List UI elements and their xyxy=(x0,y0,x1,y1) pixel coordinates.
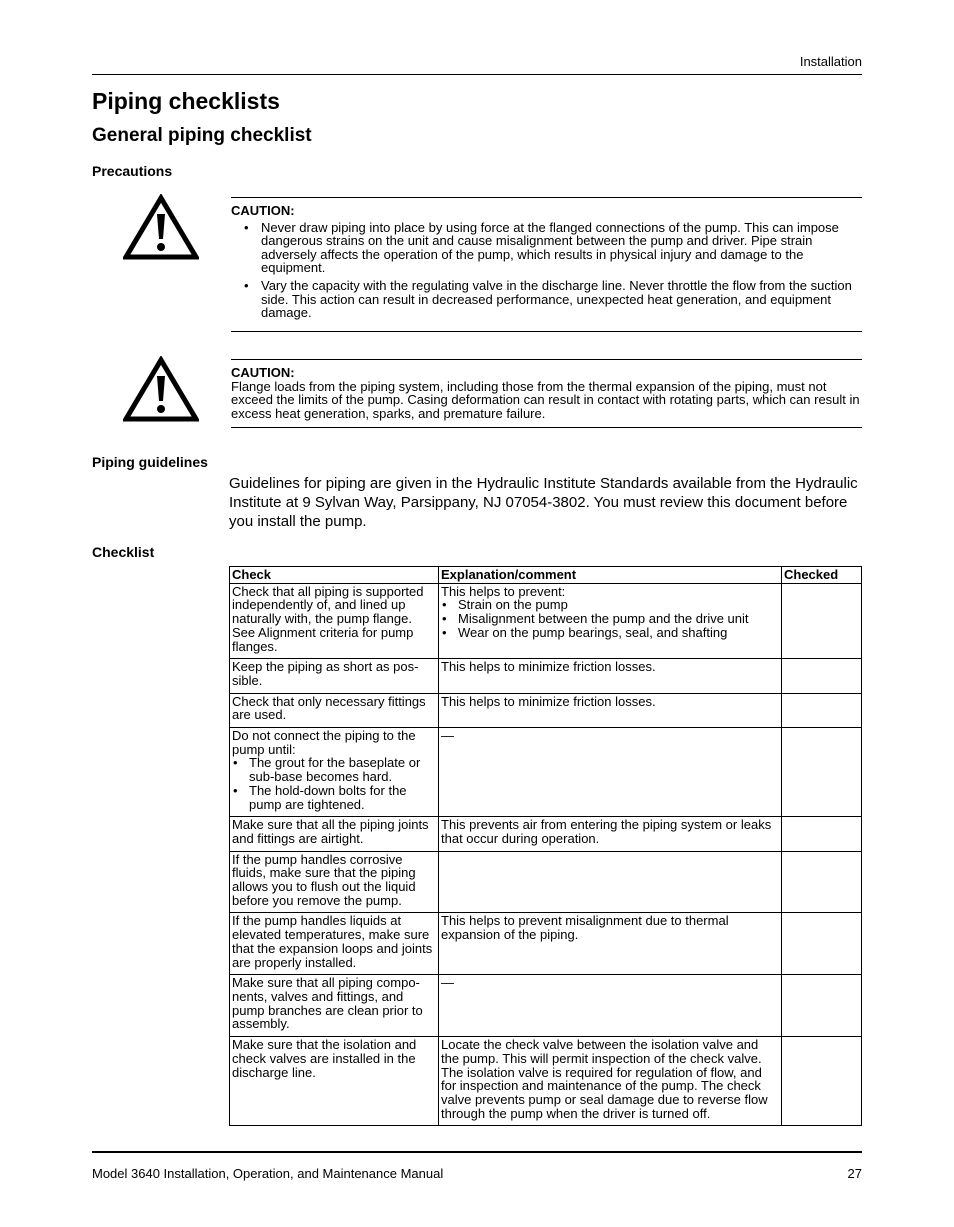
table-row xyxy=(230,975,862,1037)
explanation-cell xyxy=(439,583,782,659)
explanation-text: This helps to prevent: xyxy=(441,583,566,599)
check-cell: If the pump handles corrosive fluids, make sure that the piping allows you to flush out the liquid before you remove the pump. xyxy=(230,851,439,913)
check-cell xyxy=(230,728,439,817)
explanation-bullet: • Misalignment between the pump and the drive unit xyxy=(441,612,779,626)
check-bullet: • The grout for the baseplate or sub-base becomes hard. xyxy=(232,756,436,783)
table-row xyxy=(230,693,862,727)
check-cell: Check that only necessary fittings are used. xyxy=(230,693,439,727)
check-cell: Make sure that all the piping joints and fittings are airtight. xyxy=(230,817,439,851)
caution-label: CAUTION: xyxy=(231,203,295,218)
caution-bullet: • Never draw piping into place by using force at the flanged connections of the pump. This can impose dangerous strains on the unit and cause misalignment between the pump and driver. Pipe strain adversely affects the operation of the pump, which results in physical injury and damage to the equipment. xyxy=(231,221,862,275)
check-text: Do not connect the piping to the pump until: xyxy=(232,728,416,757)
checked-cell[interactable] xyxy=(782,583,862,659)
checked-cell[interactable] xyxy=(782,913,862,975)
checked-cell[interactable] xyxy=(782,851,862,913)
explanation-cell: This helps to minimize friction losses. xyxy=(439,659,782,693)
explanation-cell: This prevents air from entering the piping system or leaks that occur during operation. xyxy=(439,817,782,851)
explanation-cell: Locate the check valve between the isolation valve and the pump. This will permit inspection of the check valve. The isolation valve is required for regulation of flow, and for inspection and maintenance of the pump. The check valve prevents pump or seal damage due to reverse flow through the pump when the driver is turned off. xyxy=(439,1037,782,1126)
section-title: General piping checklist xyxy=(92,125,312,146)
caution-list xyxy=(231,221,862,320)
caution-box-1 xyxy=(231,197,862,332)
explanation-bullet: • Strain on the pump xyxy=(441,598,779,612)
checked-cell[interactable] xyxy=(782,728,862,817)
explanation-cell: — xyxy=(439,728,782,817)
checklist-heading: Checklist xyxy=(92,544,155,560)
column-header-check: Check xyxy=(230,567,439,584)
footer-rule xyxy=(92,1151,862,1153)
check-cell: If the pump handles liquids at elevated temperatures, make sure that the expansion loops and joints are properly installed. xyxy=(230,913,439,975)
check-cell: Make sure that all piping compo-nents, valves and fittings, and pump branches are clean prior to assembly. xyxy=(230,975,439,1037)
column-header-explanation: Explanation/comment xyxy=(439,567,782,584)
table-header-row xyxy=(230,567,862,584)
explanation-cell: This helps to prevent misalignment due to thermal expansion of the piping. xyxy=(439,913,782,975)
checked-cell[interactable] xyxy=(782,1037,862,1126)
explanation-list xyxy=(441,598,779,639)
explanation-bullet: • Wear on the pump bearings, seal, and shafting xyxy=(441,626,779,640)
warning-triangle-icon xyxy=(123,356,199,422)
precautions-heading: Precautions xyxy=(92,163,173,179)
table-row xyxy=(230,913,862,975)
explanation-cell: This helps to minimize friction losses. xyxy=(439,693,782,727)
check-cell: Keep the piping as short as pos-sible. xyxy=(230,659,439,693)
header-rule xyxy=(92,74,862,75)
table-row xyxy=(230,1037,862,1126)
table-row xyxy=(230,851,862,913)
piping-guidelines-heading: Piping guidelines xyxy=(92,454,208,470)
checked-cell[interactable] xyxy=(782,693,862,727)
explanation-cell: — xyxy=(439,975,782,1037)
guidelines-paragraph: Guidelines for piping are given in the Hydraulic Institute Standards available from the Hydraulic Institute at 9 Sylvan Way, Parsippany, NJ 07054-3802. You must review this document before you install the pump. xyxy=(229,475,858,530)
column-header-checked: Checked xyxy=(782,567,862,584)
footer-manual-title: Model 3640 Installation, Operation, and Maintenance Manual xyxy=(92,1166,444,1181)
checklist-table xyxy=(229,566,862,1126)
caution-label: CAUTION: xyxy=(231,365,295,380)
check-bullet: • The hold-down bolts for the pump are tightened. xyxy=(232,784,436,811)
page-title: Piping checklists xyxy=(92,88,280,114)
checked-cell[interactable] xyxy=(782,659,862,693)
table-row xyxy=(230,659,862,693)
caution-bullet: • Vary the capacity with the regulating valve in the discharge line. Never throttle the flow from the suction side. This action can result in decreased performance, unexpected heat generation, and equipment damage. xyxy=(231,279,862,320)
checked-cell[interactable] xyxy=(782,975,862,1037)
checked-cell[interactable] xyxy=(782,817,862,851)
check-list xyxy=(232,756,436,811)
table-row xyxy=(230,728,862,817)
table-row xyxy=(230,817,862,851)
page-number: 27 xyxy=(847,1166,862,1181)
table-row xyxy=(230,583,862,659)
check-cell: Make sure that the isolation and check valves are installed in the discharge line. xyxy=(230,1037,439,1126)
check-cell: Check that all piping is supported independently of, and lined up naturally with, the pump flange. See Alignment criteria for pump flanges. xyxy=(230,583,439,659)
caution-text: Flange loads from the piping system, including those from the thermal expansion of the piping, must not exceed the limits of the pump. Casing deformation can result in contact with rotating parts, which can result in excess heat generation, sparks, and premature failure. xyxy=(231,378,860,421)
header-section: Installation xyxy=(799,54,862,69)
caution-box-2 xyxy=(231,359,862,428)
warning-triangle-icon xyxy=(123,194,199,260)
explanation-cell xyxy=(439,851,782,913)
